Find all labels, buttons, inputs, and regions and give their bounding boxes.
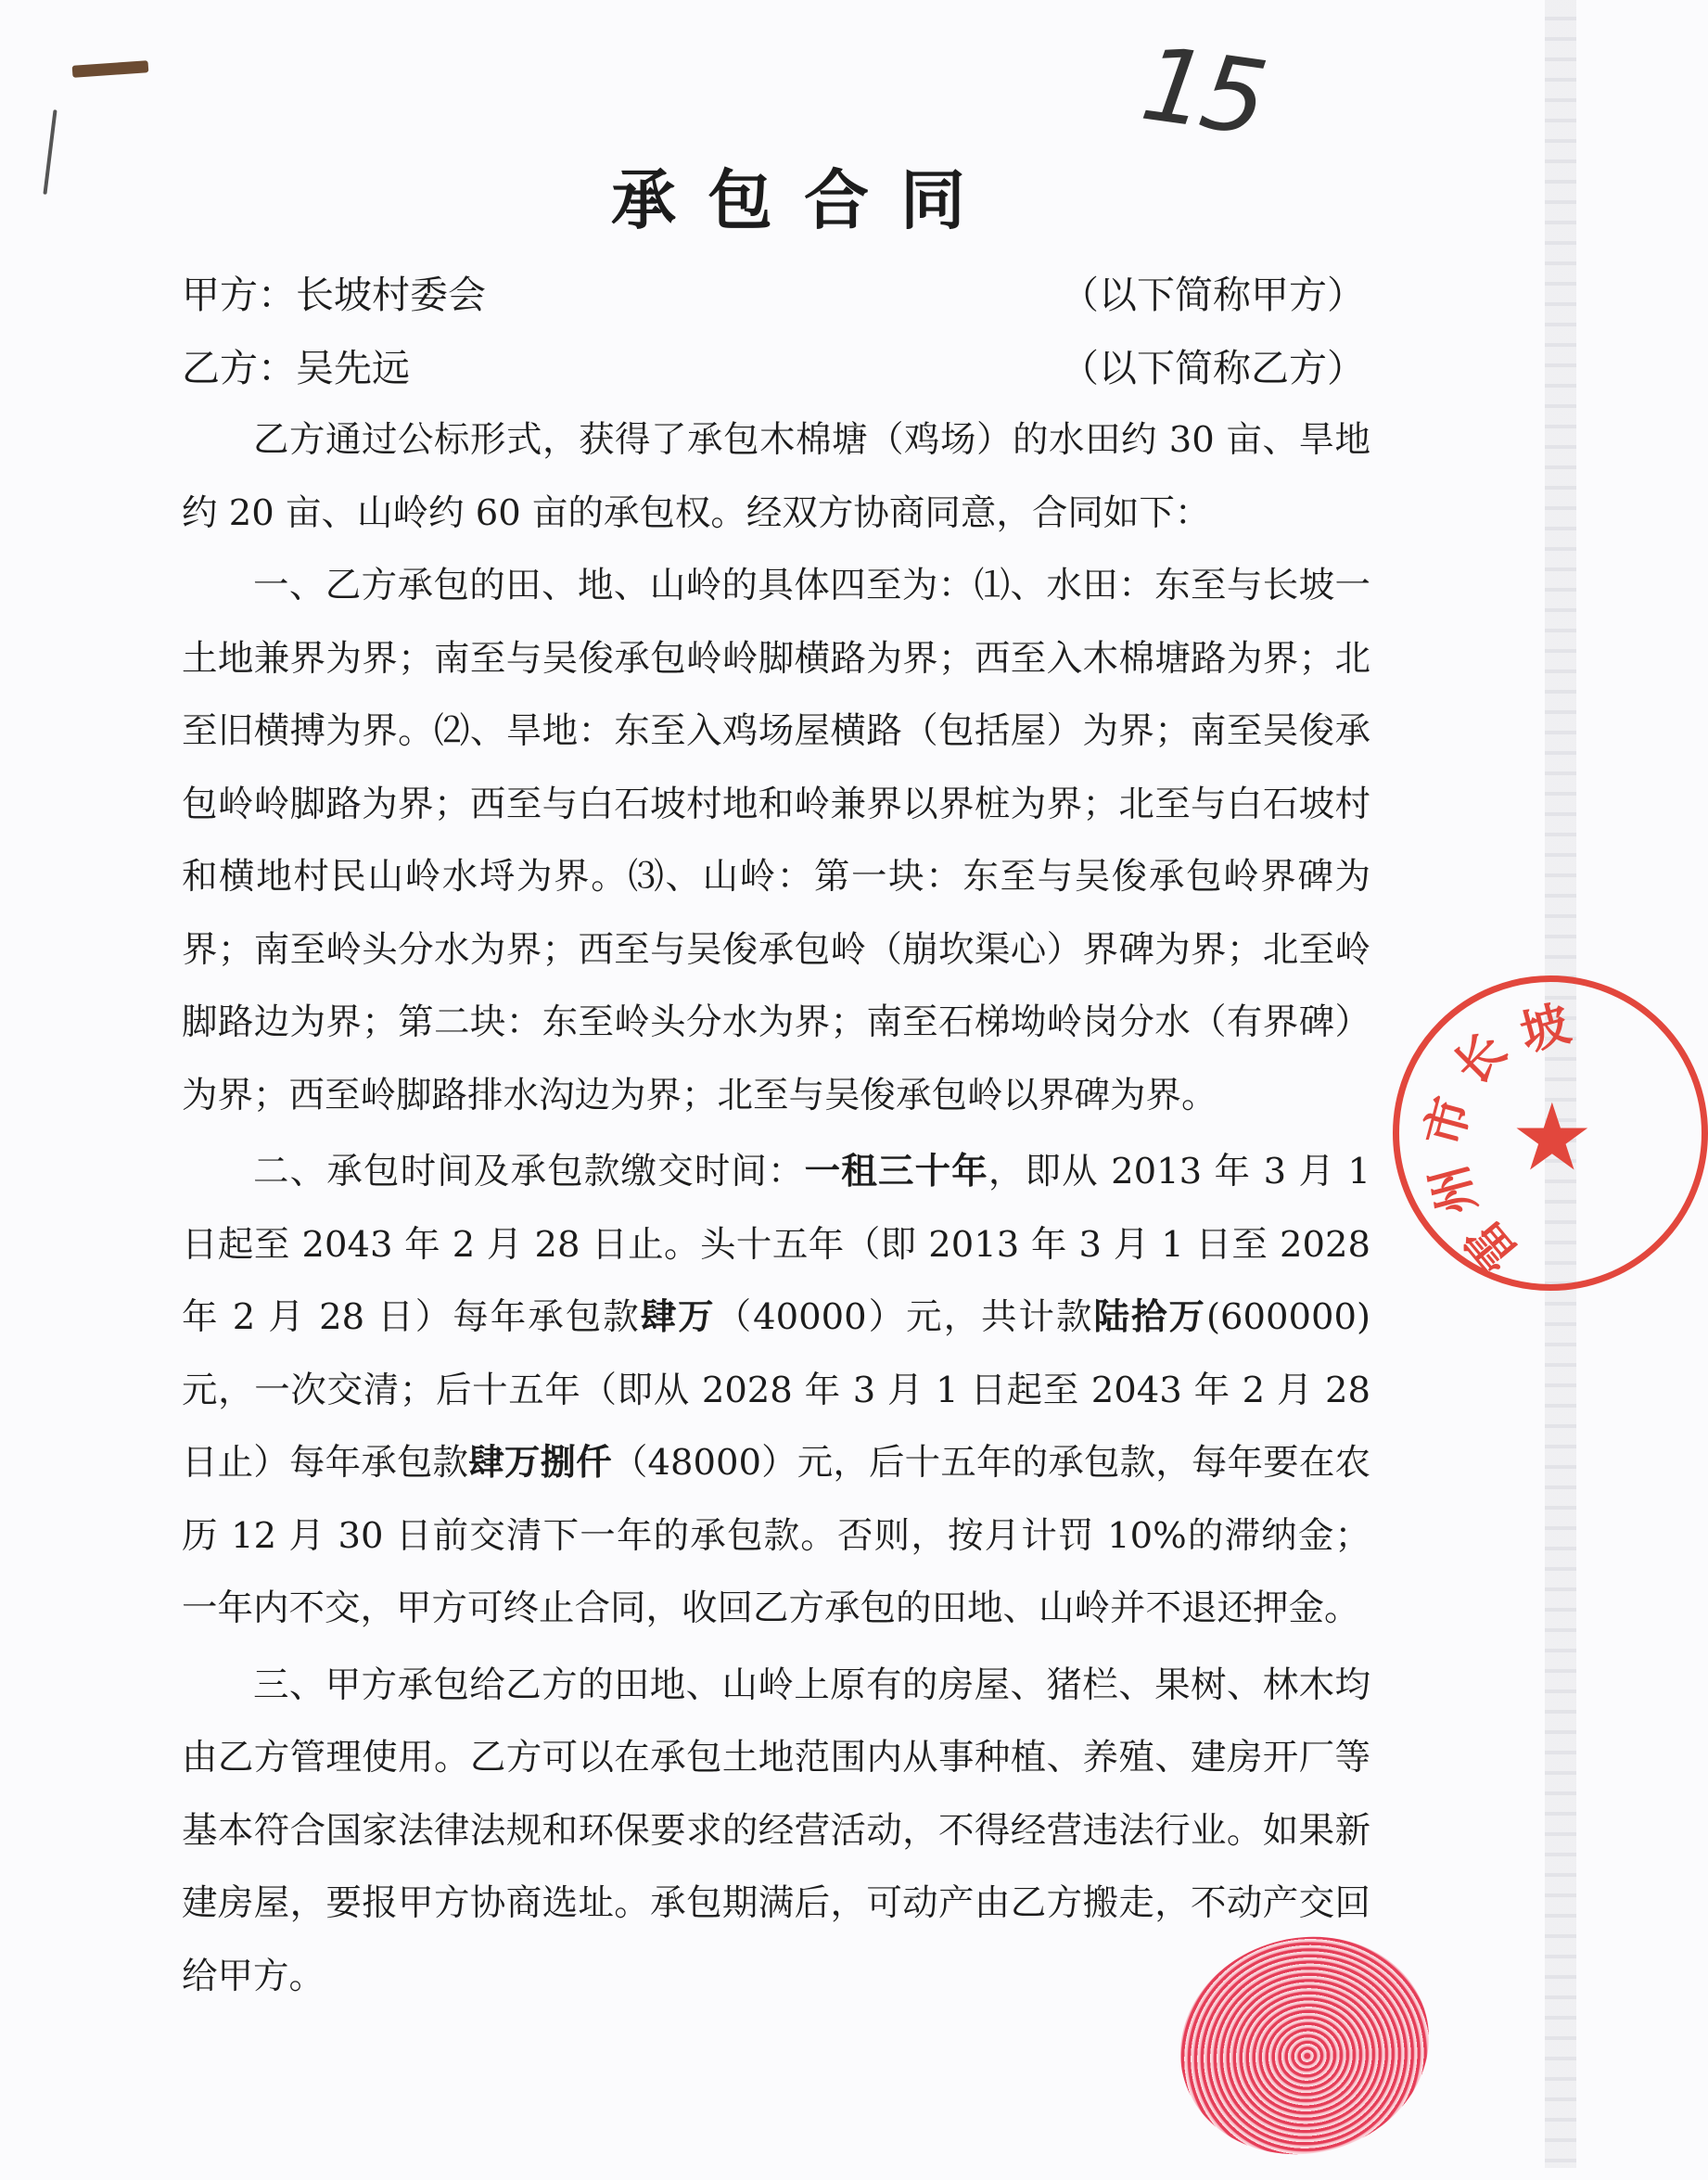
clause-2-term-payment [182, 1136, 1370, 1646]
clause-2-text: 二、承包时间及承包款缴交时间： [253, 1151, 805, 1192]
handwritten-page-number: 15 [1134, 23, 1269, 159]
clause-1-boundaries: 一、乙方承包的田、地、山岭的具体四至为：⑴、水田：东至与长坡一土地兼界为界；南至与吴俊承包岭岭脚横路为界；西至入木棉塘路为界；北至旧横搏为界。⑵、旱地：东至入鸡场屋横路（包括屋）为界；南至吴俊承包岭岭脚路为界；西至与白石坡村地和岭兼界以界桩为界；北至与白石坡村和横地村民山岭水埒为界。⑶、山岭：第一块：东至与吴俊承包岭界碑为界；南至岭头分水为界；西至与吴俊承包岭（崩坎渠心）界碑为界；北至岭脚路边为界；第二块：东至岭头分水为界；南至石梯坳岭岗分水（有界碑）为界；西至岭脚路排水沟边为界；北至与吴俊承包岭以界碑为界。 [182, 565, 1370, 1116]
intro-paragraph: 乙方通过公标形式，获得了承包木棉塘（鸡场）的水田约 30 亩、旱地约 20 亩、山岭约 60 亩的承包权。经双方协商同意，合同如下： [182, 419, 1370, 534]
clause-2-text: (600000)元，一次交清；后十五年（即从 2028 年 3 月 1 日起至 2043 年 2 月 28 日止）每年承包款 [182, 1296, 1370, 1484]
clause-2-text: ，即从 2013 年 3 月 1 日起至 2043 年 2 月 28 日止。头十五年（即 2013 年 3 月 1 日至 2028 年 2 月 28 日）每年承包款 [182, 1151, 1370, 1338]
party-b-line [182, 338, 1365, 393]
seal-star-icon: ★ [1510, 1083, 1594, 1192]
seal-char: 市 [1415, 1091, 1483, 1153]
document-title: 承包合同 [611, 161, 997, 238]
clause-3-property-use: 三、甲方承包给乙方的田地、山岭上原有的房屋、猪栏、果树、林木均由乙方管理使用。乙方可以在承包土地范围内从事种植、养殖、建房开厂等基本符合国家法律法规和环保要求的经营活动，不得经营违法行业。如果新建房屋，要报甲方协商选址。承包期满后，可动产由乙方搬走，不动产交回给甲方。 [182, 1664, 1370, 1997]
party-a-note: （以下简称甲方） [1061, 273, 1365, 317]
clause-2-total-bold: 陆拾万 [1093, 1296, 1206, 1338]
party-b-note: （以下简称乙方） [1061, 346, 1365, 390]
party-b-label: 乙方：吴先远 [182, 346, 410, 390]
party-a-line [182, 264, 1365, 320]
clause-2-text: （48000）元，后十五年的承包款，每年要在农历 12 月 30 日前交清下一年的承包款。否则，按月计罚 10%的滞纳金；一年内不交，甲方可终止合同，收回乙方承包的田地、山岭并不退还押金。 [182, 1442, 1370, 1629]
clause-2-text: （40000）元，共计款 [715, 1296, 1094, 1338]
party-a-label: 甲方：长坡村委会 [182, 273, 486, 317]
seal-char: 雷 [1455, 1208, 1529, 1282]
official-seal [1393, 975, 1708, 1291]
seal-char: 坡 [1514, 996, 1576, 1063]
staple-mark [72, 60, 149, 78]
clause-2-amount-bold: 肆万 [640, 1296, 716, 1338]
contract-body [182, 404, 1370, 2013]
clause-2-amount2-bold: 肆万捌仟 [468, 1442, 612, 1484]
seal-char: 州 [1421, 1159, 1488, 1220]
clause-2-term-bold: 一租三十年 [804, 1151, 988, 1192]
seal-char: 长 [1444, 1022, 1518, 1096]
